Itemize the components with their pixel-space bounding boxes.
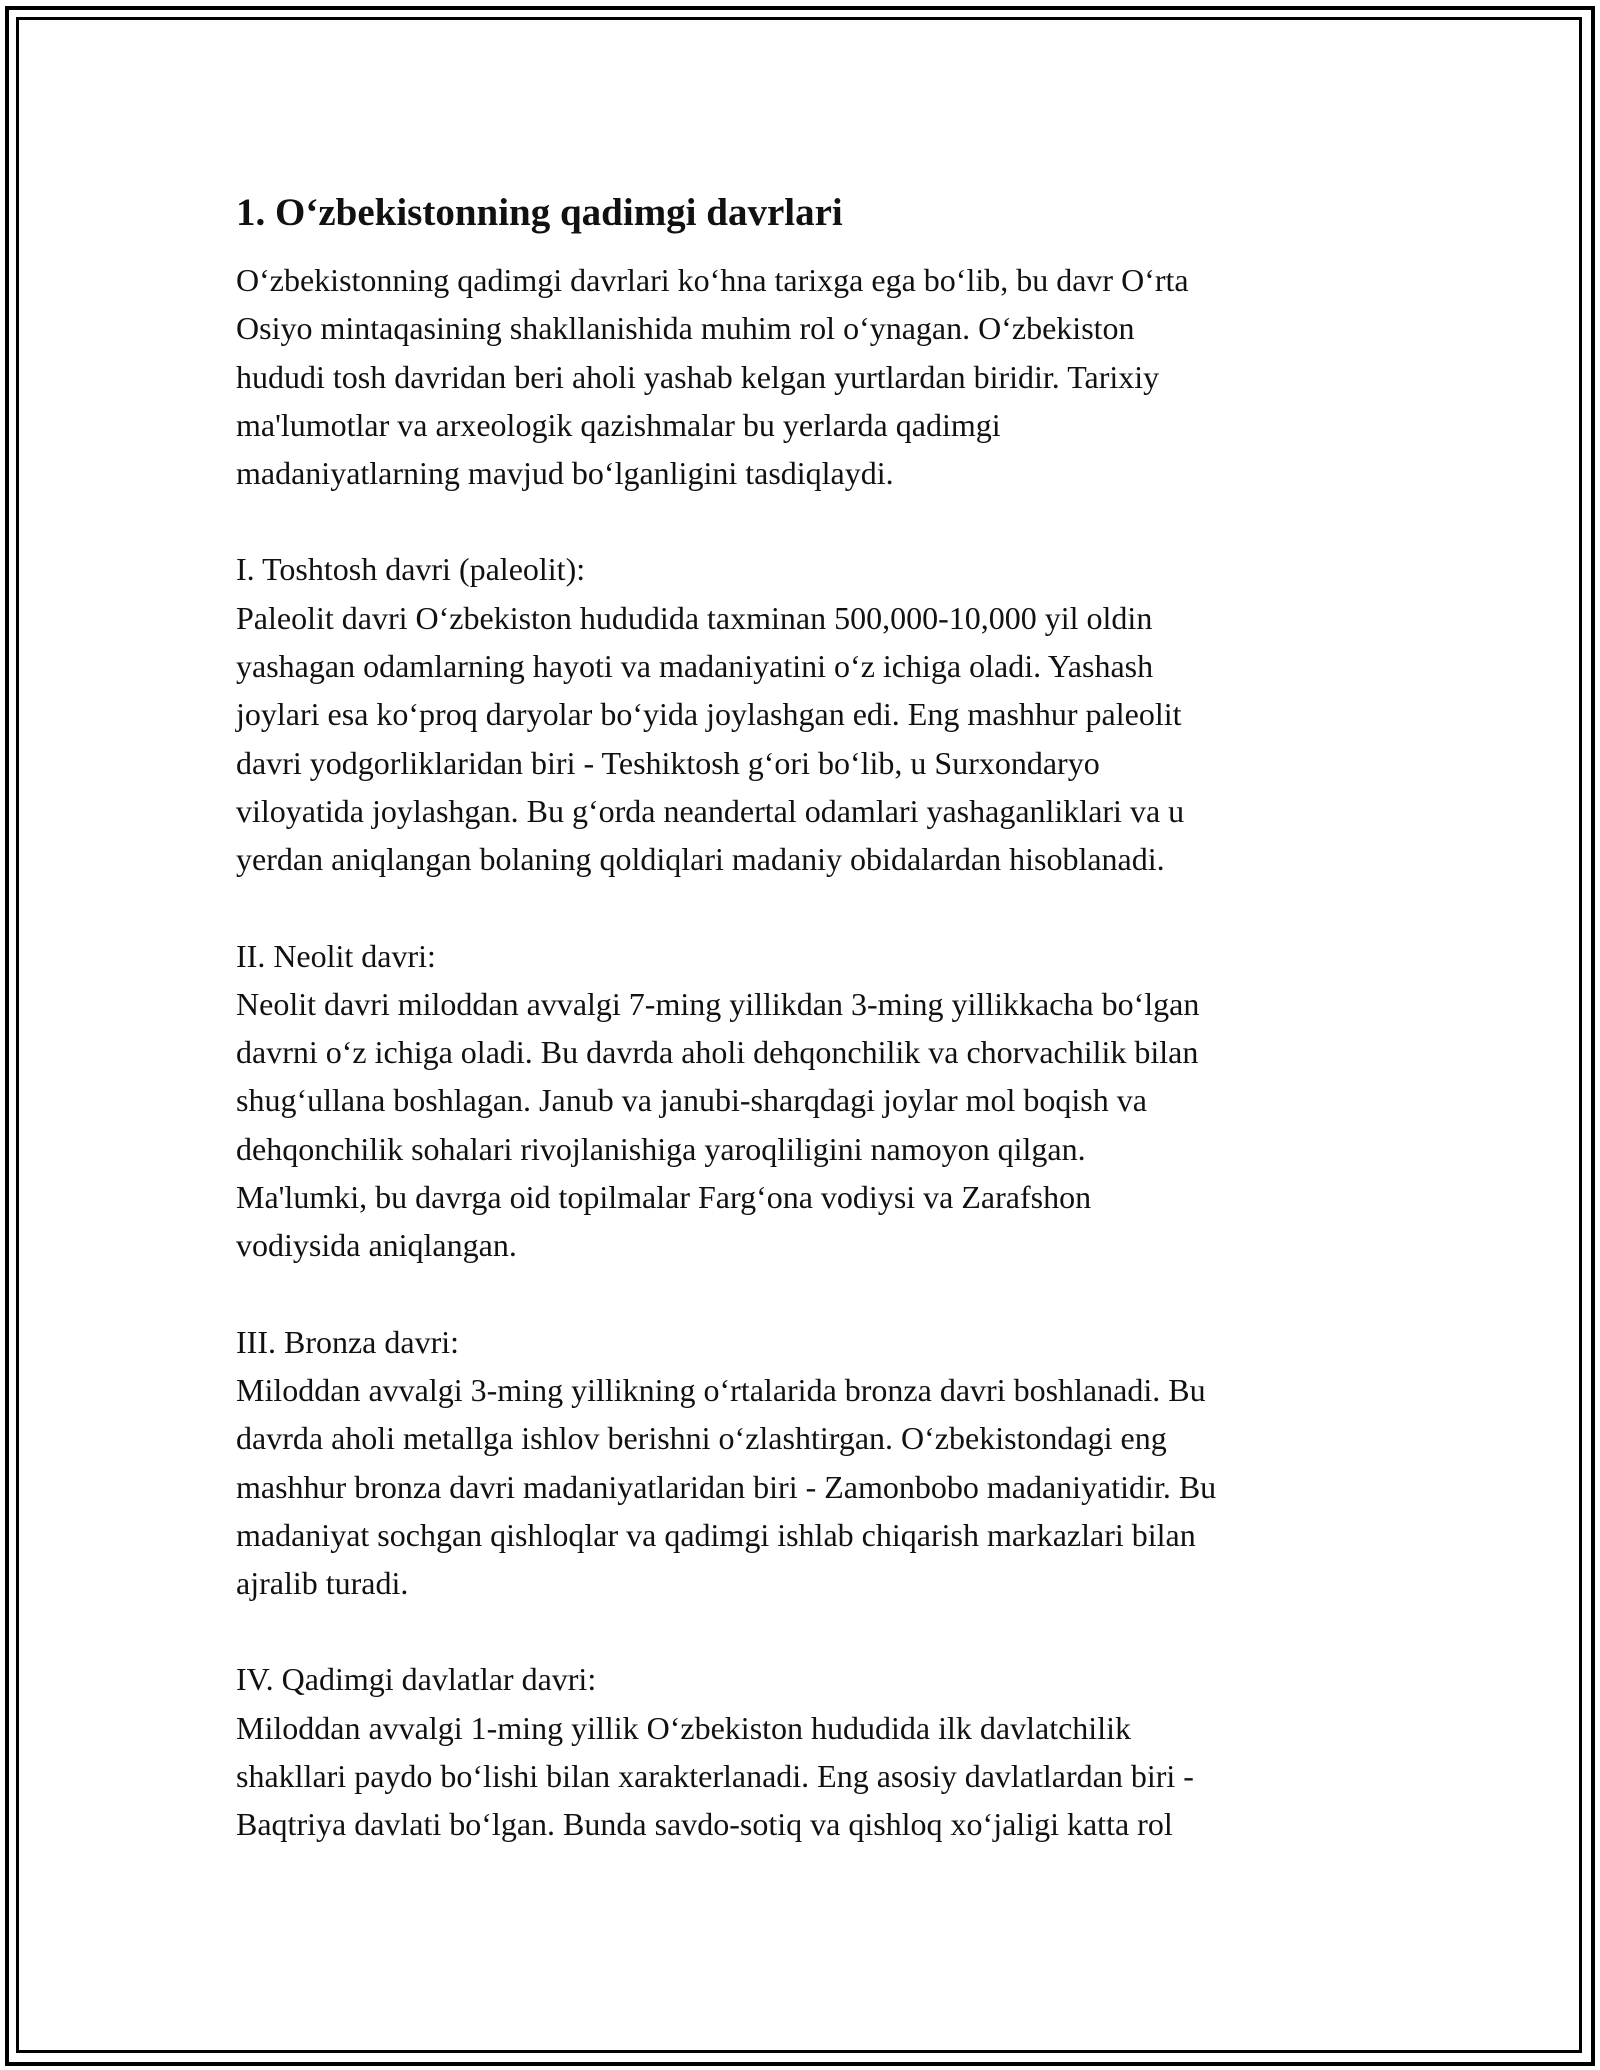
section-heading: I. Toshtosh davri (paleolit): [236, 551, 586, 588]
paragraph-line: Baqtriya davlati bo‘lgan. Bunda savdo-sotiq va qishloq xo‘jaligi katta rol [236, 1806, 1173, 1843]
paragraph-line: mashhur bronza davri madaniyatlaridan biri - Zamonbobo madaniyatidir. Bu [236, 1468, 1217, 1505]
section-heading: III. Bronza davri: [236, 1323, 460, 1360]
document-body [236, 186, 1376, 1849]
paragraph-line: davri yodgorliklaridan biri - Teshiktosh g‘ori bo‘lib, u Surxondaryo [236, 744, 1100, 781]
paragraph-line: dehqonchilik sohalari rivojlanishiga yaroqliligini namoyon qilgan. [236, 1130, 1086, 1167]
paragraph-line: ajralib turadi. [236, 1565, 409, 1602]
paragraph-line: Osiyo mintaqasining shakllanishida muhim rol o‘ynagan. O‘zbekiston [236, 310, 1135, 347]
section-neolithic [236, 932, 1376, 1270]
paragraph-line: O‘zbekistonning qadimgi davrlari ko‘hna tarixga ega bo‘lib, bu davr O‘rta [236, 262, 1189, 298]
paragraph-line: joylari esa ko‘proq daryolar bo‘yida joylashgan edi. Eng mashhur paleolit [236, 696, 1182, 733]
section-paragraph [236, 1704, 1376, 1849]
intro-paragraph [236, 256, 1376, 497]
paragraph-line: madaniyatlarning mavjud bo‘lganligini tasdiqlaydi. [236, 455, 894, 492]
paragraph-line: madaniyat sochgan qishloqlar va qadimgi ishlab chiqarish markazlari bilan [236, 1516, 1196, 1553]
paragraph-line: yashagan odamlarning hayoti va madaniyatini o‘z ichiga oladi. Yashash [236, 648, 1154, 685]
paragraph-line: Neolit davri miloddan avvalgi 7-ming yillikdan 3-ming yillikkacha bo‘lgan [236, 985, 1200, 1022]
paragraph-line: vodiysida aniqlangan. [236, 1227, 517, 1264]
paragraph-line: shakllari paydo bo‘lishi bilan xarakterlanadi. Eng asosiy davlatlardan biri - [236, 1758, 1194, 1795]
paragraph-line: davrda aholi metallga ishlov berishni o‘zlashtirgan. O‘zbekistondagi eng [236, 1420, 1167, 1457]
paragraph-line: viloyatida joylashgan. Bu g‘orda neandertal odamlari yashaganliklari va u [236, 792, 1185, 829]
paragraph-line: Ma'lumki, bu davrga oid topilmalar Farg‘ona vodiysi va Zarafshon [236, 1179, 1092, 1216]
section-heading: II. Neolit davri: [236, 937, 436, 974]
paragraph-line: yerdan aniqlangan bolaning qoldiqlari madaniy obidalardan hisoblanadi. [236, 841, 1165, 878]
section-paleolithic [236, 545, 1376, 883]
paragraph-line: Miloddan avvalgi 3-ming yillikning o‘rtalarida bronza davri boshlanadi. Bu [236, 1371, 1206, 1408]
paragraph-line: hududi tosh davridan beri aholi yashab kelgan yurtlardan biridir. Tarixiy [236, 358, 1160, 395]
section-heading: IV. Qadimgi davlatlar davri: [236, 1661, 597, 1698]
document-title: 1. O‘zbekistonning qadimgi davrlari [236, 191, 843, 234]
section-paragraph [236, 1366, 1376, 1607]
paragraph-line: davrni o‘z ichiga oladi. Bu davrda aholi dehqonchilik va chorvachilik bilan [236, 1034, 1199, 1071]
paragraph-line: Paleolit davri O‘zbekiston hududida taxminan 500,000-10,000 yil oldin [236, 599, 1153, 636]
paragraph-line: Miloddan avvalgi 1-ming yillik O‘zbekiston hududida ilk davlatchilik [236, 1709, 1131, 1746]
section-paragraph [236, 594, 1376, 884]
section-bronze-age [236, 1318, 1376, 1608]
paragraph-line: shug‘ullana boshlagan. Janub va janubi-sharqdagi joylar mol boqish va [236, 1082, 1147, 1119]
section-ancient-states [236, 1655, 1376, 1848]
paragraph-line: ma'lumotlar va arxeologik qazishmalar bu yerlarda qadimgi [236, 406, 1001, 443]
section-paragraph [236, 980, 1376, 1270]
